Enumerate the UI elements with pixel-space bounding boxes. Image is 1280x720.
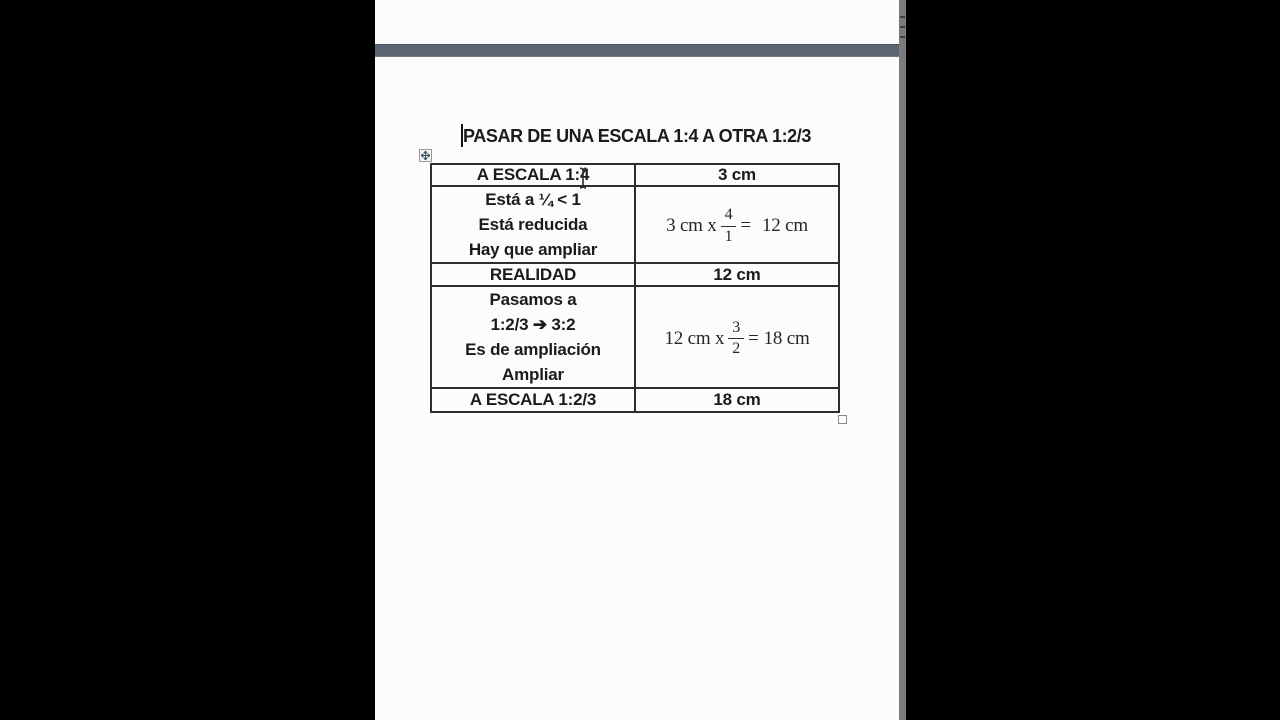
cell-18cm[interactable]: 18 cm bbox=[635, 388, 839, 412]
title-paragraph[interactable] bbox=[375, 124, 899, 148]
scrollbar-tick bbox=[900, 26, 905, 28]
table-row bbox=[431, 164, 839, 186]
cell-ampliacion-notes[interactable] bbox=[431, 286, 635, 388]
table-row bbox=[431, 263, 839, 286]
equation-result: 18 cm bbox=[763, 327, 810, 349]
cell-equation-2[interactable] bbox=[635, 286, 839, 388]
cell-escala-123[interactable]: A ESCALA 1:2/3 bbox=[431, 388, 635, 412]
scale-conversion-table bbox=[430, 163, 840, 413]
ibeam-cursor bbox=[578, 167, 588, 189]
fraction-numerator: 4 bbox=[721, 206, 737, 226]
equation-1 bbox=[636, 206, 838, 246]
cell-reduccion-notes[interactable] bbox=[431, 186, 635, 263]
fraction bbox=[728, 319, 744, 359]
cell-escala-14[interactable]: A ESCALA 1:4 bbox=[431, 164, 635, 186]
note-line: Pasamos a bbox=[489, 290, 577, 309]
move-cross-icon bbox=[421, 151, 430, 160]
cell-realidad[interactable]: REALIDAD bbox=[431, 263, 635, 286]
table-resize-handle[interactable] bbox=[838, 415, 847, 424]
fraction-denominator: 2 bbox=[732, 340, 741, 357]
equation-result: 12 cm bbox=[761, 215, 808, 236]
note-line: Está a ¼ < 1 bbox=[485, 190, 581, 209]
scrollbar-tick bbox=[900, 16, 905, 18]
fraction-numerator: 3 bbox=[728, 319, 744, 339]
note-line: Es de ampliación bbox=[465, 340, 601, 359]
fraction-denominator: 1 bbox=[724, 227, 733, 245]
equation-lead: 3 cm x bbox=[666, 215, 717, 236]
equation-2 bbox=[636, 319, 838, 359]
note-line: Ampliar bbox=[502, 365, 564, 384]
pillarbox-right bbox=[906, 0, 1280, 720]
pillarbox-left bbox=[0, 0, 375, 720]
table-move-handle[interactable] bbox=[419, 149, 432, 162]
cell-12cm[interactable]: 12 cm bbox=[635, 263, 839, 286]
table-row bbox=[431, 186, 839, 263]
note-line: 1:2/3 ➔ 3:2 bbox=[490, 315, 576, 334]
fraction bbox=[721, 206, 737, 246]
equals-sign: = bbox=[748, 327, 759, 349]
table-row bbox=[431, 388, 839, 412]
table-row bbox=[431, 286, 839, 388]
note-line: Hay que ampliar bbox=[468, 240, 598, 259]
equals-sign: = bbox=[740, 215, 751, 236]
document-page bbox=[375, 0, 906, 720]
window-divider-bar bbox=[375, 44, 906, 57]
note-line: Está reducida bbox=[478, 215, 588, 234]
scrollbar-track[interactable] bbox=[899, 0, 906, 720]
cell-3cm[interactable]: 3 cm bbox=[635, 164, 839, 186]
equation-lead: 12 cm x bbox=[664, 327, 725, 349]
scrollbar-tick bbox=[900, 36, 905, 38]
page-title: PASAR DE UNA ESCALA 1:4 A OTRA 1:2/3 bbox=[463, 126, 811, 146]
cell-equation-1[interactable] bbox=[635, 186, 839, 263]
